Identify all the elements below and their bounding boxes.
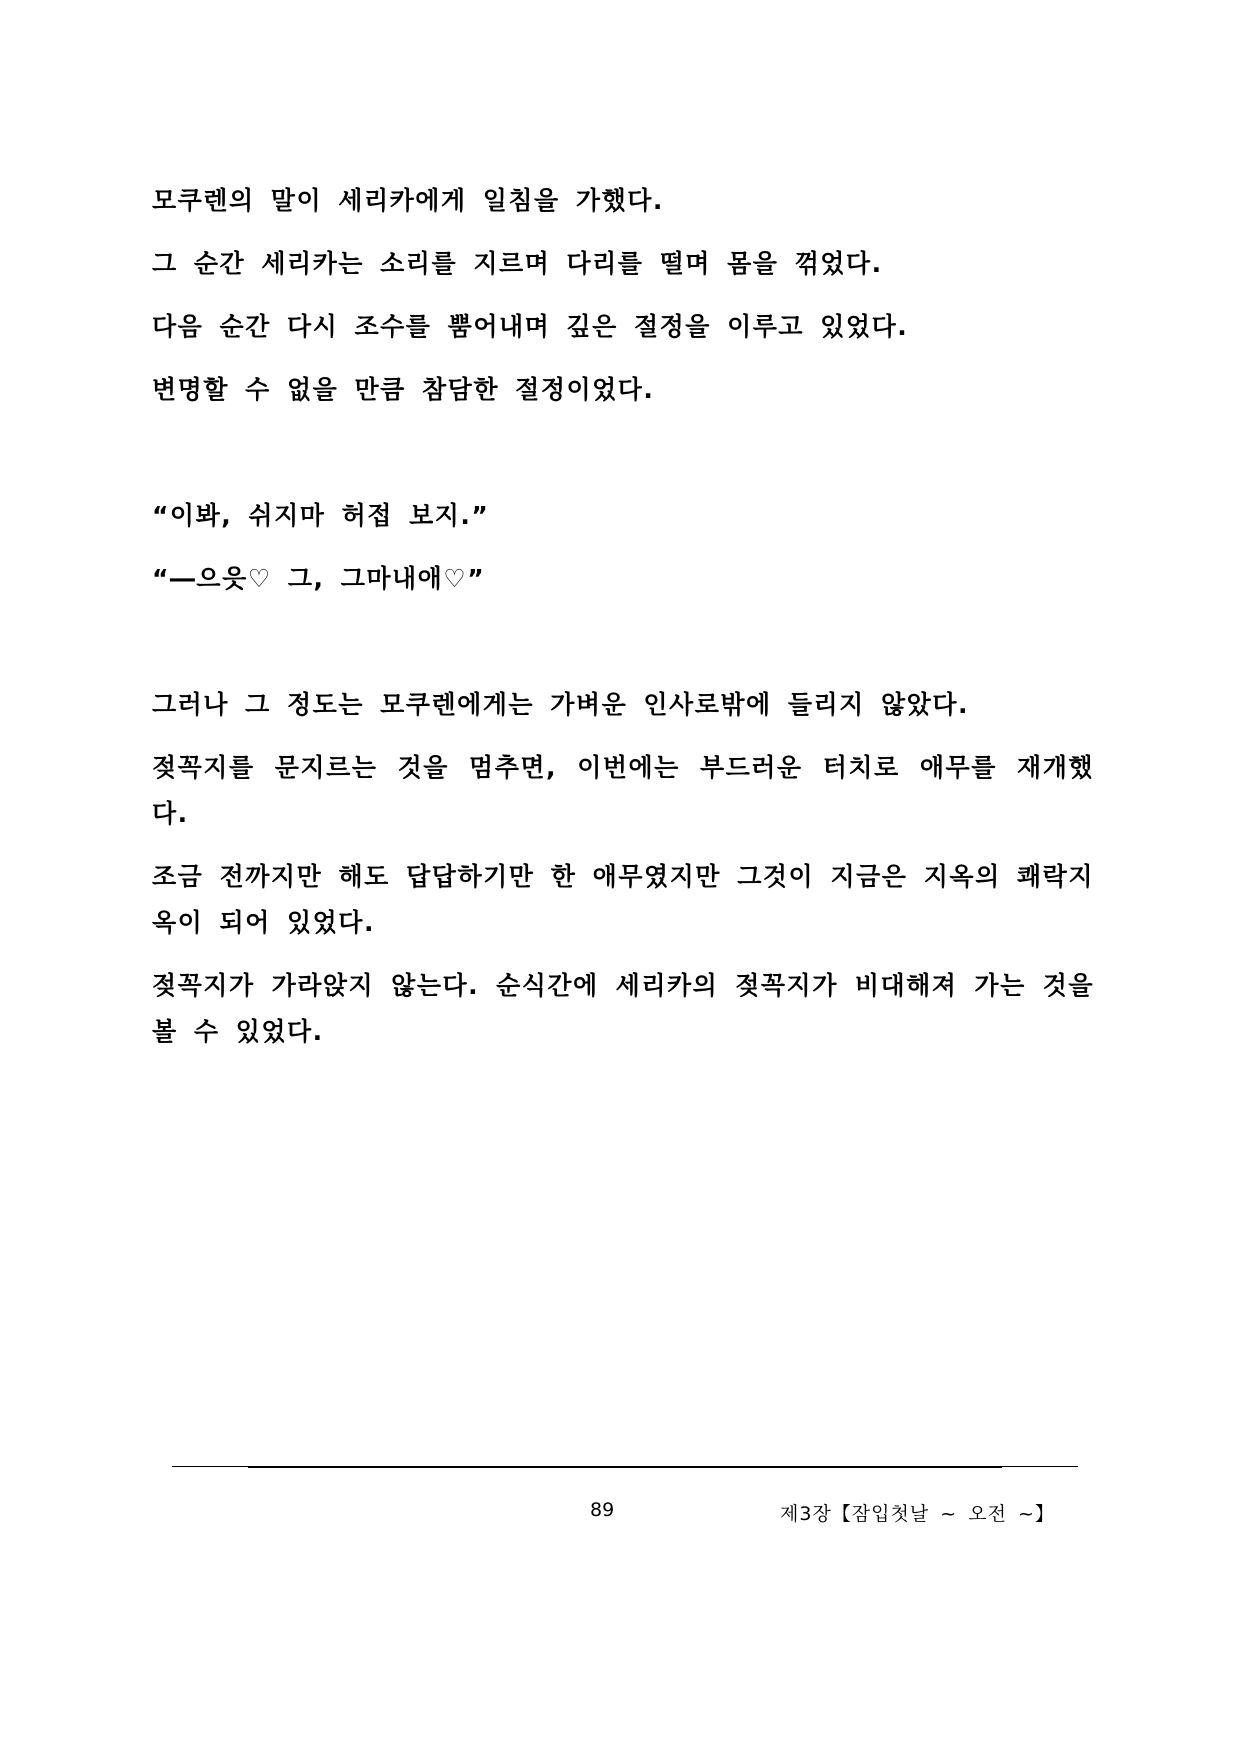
- paragraph-2: 그 순간 세리카는 소리를 지르며 다리를 떨며 몸을 꺾었다.: [152, 249, 883, 278]
- paragraph-4: 변명할 수 없을 만큼 참담한 절정이었다.: [152, 375, 655, 404]
- chapter-title: 제3장【잠입첫날 ~ 오전 ~】: [780, 1503, 1055, 1525]
- paragraph-8: 젖꼭지가 가라앉지 않는다. 순식간에 세리카의 젖꼭지가 비대해져 가는 것을 볼 수 있었다.: [152, 971, 1094, 1046]
- dialogue-1: “이봐, 쉬지마 허접 보지.”: [152, 501, 490, 530]
- paragraph-gap: [152, 619, 1094, 682]
- paragraph-gap: [152, 430, 1094, 493]
- paragraph-7: 조금 전까지만 해도 답답하기만 한 애무였지만 그것이 지금은 지옥의 쾌락지옥이 되어 있었다.: [152, 862, 1094, 937]
- dialogue-2: “―으읏♡ 그, 그마내애♡”: [152, 564, 486, 593]
- paragraph-5: 그러나 그 정도는 모쿠렌에게는 가벼운 인사로밖에 들리지 않았다.: [152, 690, 969, 719]
- paragraph-1: 모쿠렌의 말이 세리카에게 일침을 가했다.: [152, 186, 664, 215]
- paragraph-3: 다음 순간 다시 조수를 뿜어내며 깊은 절정을 이루고 있었다.: [152, 312, 909, 341]
- paragraph-6: 젖꼭지를 문지르는 것을 멈추면, 이번에는 부드러운 터치로 애무를 재개했다.: [152, 753, 1094, 828]
- body-text: [152, 178, 1094, 1072]
- footer-divider-bold: [248, 1466, 1002, 1468]
- page-number: 89: [590, 1499, 615, 1521]
